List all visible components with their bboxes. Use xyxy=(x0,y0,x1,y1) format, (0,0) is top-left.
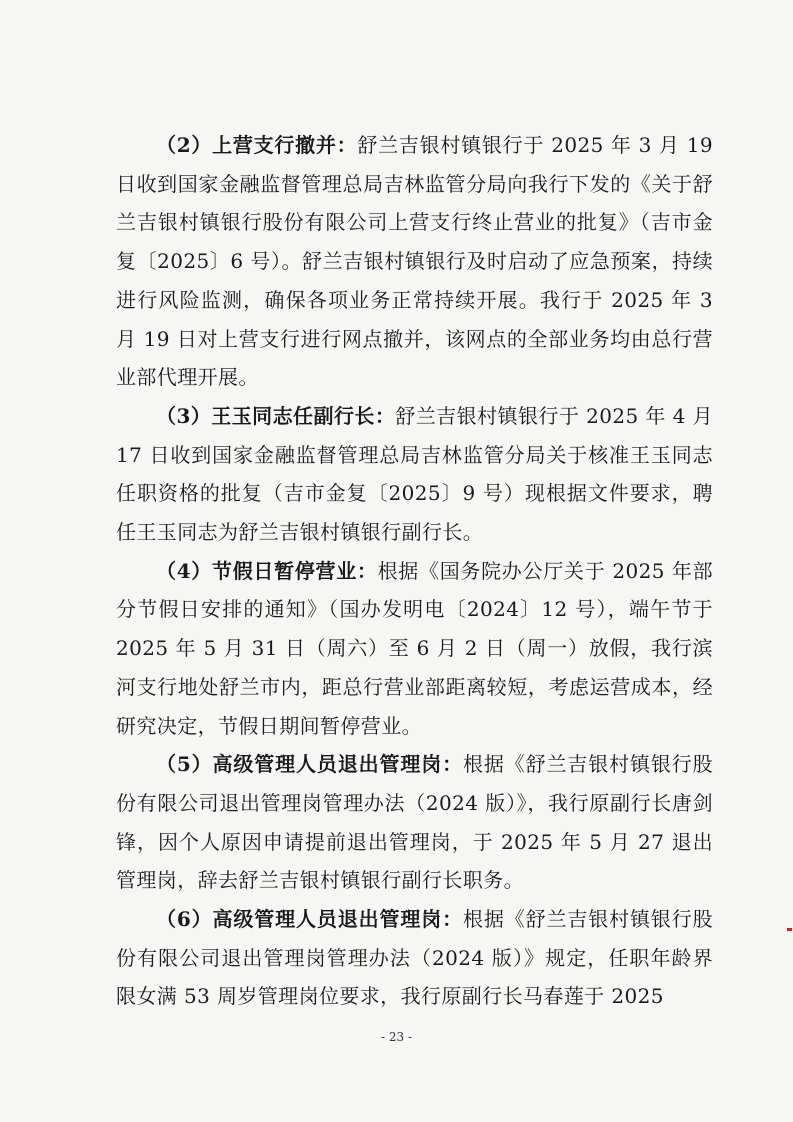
section-heading: （4）节假日暂停营业： xyxy=(156,558,378,583)
section-heading: （2）上营支行撤并： xyxy=(156,133,358,157)
section-heading: （5）高级管理人员退出管理岗： xyxy=(156,752,463,777)
section-paragraph xyxy=(116,745,713,900)
section-body: 舒兰吉银村镇银行于 2025 年 4 月 17 日收到国家金融监督管理总局吉林监管分局关于核准王玉同志任职资格的批复（吉市金复〔2025〕9 号）现根据文件要求，聘任王玉同志为舒兰吉银村镇银行副行长。 xyxy=(116,403,713,545)
section-heading: （3）王玉同志任副行长： xyxy=(156,403,396,428)
section-paragraph xyxy=(116,397,713,552)
margin-red-mark xyxy=(787,928,792,931)
section-body: 根据《国务院办公厅关于 2025 年部分节假日安排的通知》（国办发明电〔2024〕12 号），端午节于 2025 年 5 月 31 日（周六）至 6 月 2 日（周一）放假，我行滨河支行地处舒兰市内，距总行营业部距离较短，考虑运营成本，经研究决定，节假日期间暂停营业。 xyxy=(116,558,713,738)
section-body: 根据《舒兰吉银村镇银行股份有限公司退出管理岗管理办法（2024 版）》，我行原副行长唐剑锋，因个人原因申请提前退出管理岗，于 2025 年 5 月 27 退出管理岗，辞去舒兰吉银村镇银行副行长职务。 xyxy=(116,752,713,893)
section-body: 根据《舒兰吉银村镇银行股份有限公司退出管理岗管理办法（2024 版）》规定，任职年龄界限女满 53 周岁管理岗位要求，我行原副行长马春莲于 2025 xyxy=(116,907,713,1009)
section-heading: （6）高级管理人员退出管理岗： xyxy=(156,907,463,932)
section-body: 舒兰吉银村镇银行于 2025 年 3 月 19 日收到国家金融监督管理总局吉林监管分局向我行下发的《关于舒兰吉银村镇银行股份有限公司上营支行终止营业的批复》（吉市金复〔2025〕6 号）。舒兰吉银村镇银行及时启动了应急预案，持续进行风险监测，确保各项业务正常持续开展。我行于 2025 年 3 月 19 日对上营支行进行网点撤并，该网点的全部业务均由总行营业部代理开展。 xyxy=(116,133,713,390)
section-paragraph xyxy=(116,126,713,397)
document-body xyxy=(116,126,713,1016)
section-paragraph xyxy=(116,900,713,1016)
page-number: - 23 - xyxy=(380,1030,412,1044)
section-paragraph xyxy=(116,552,713,746)
